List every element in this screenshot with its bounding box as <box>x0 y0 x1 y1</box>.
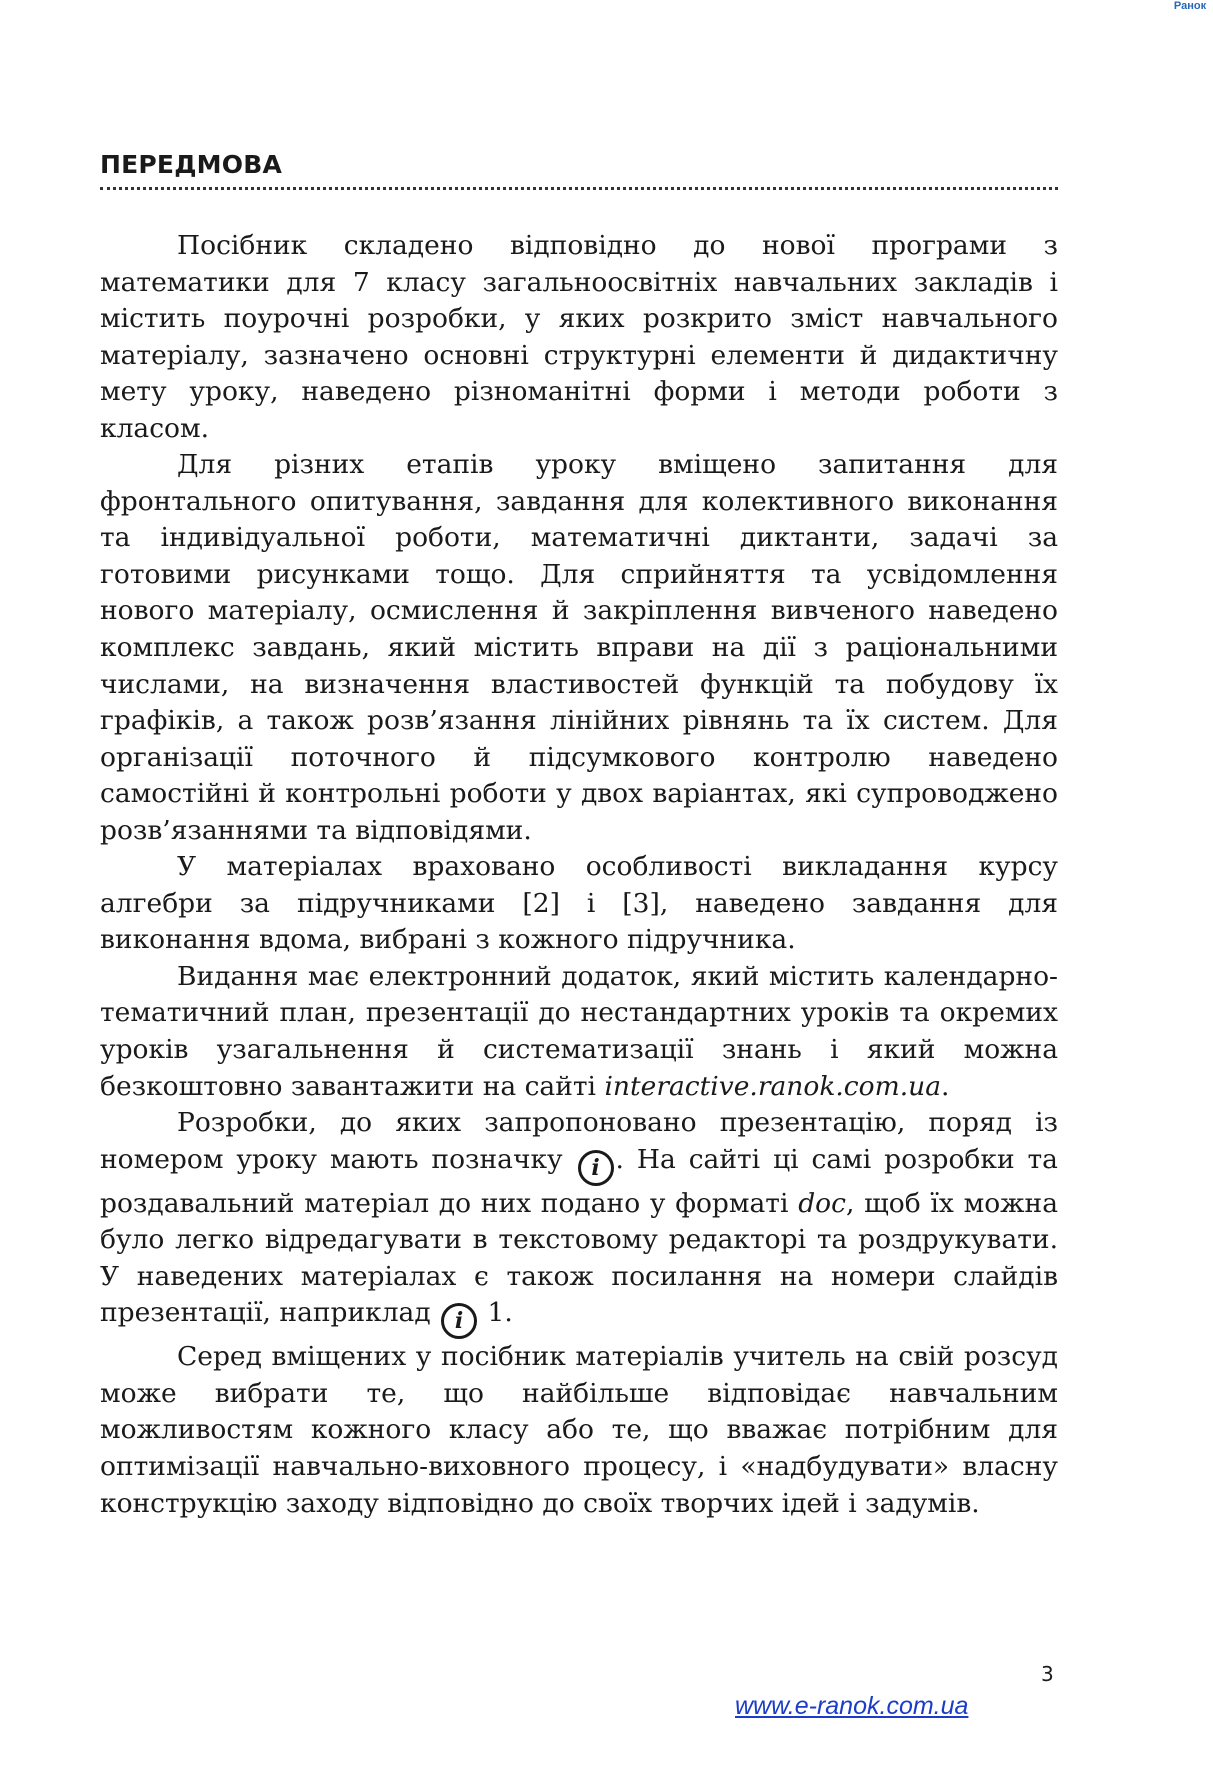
heading-dotted-rule <box>100 187 1058 190</box>
paragraph-6: Серед вміщених у посібник матеріалів учитель на свій розсуд може вибрати те, що найбільше відповідає навчальним можливостям кожного класу або те, що вважає потрібним для оптимізації навчально-виховного процесу, і «надбудувати» власну конструкцію заходу відповідно до своїх творчих ідей і задумів. <box>100 1341 1058 1519</box>
paragraph-5-end: 1. <box>479 1297 513 1329</box>
paragraph-5-text: Розробки, до яких запропоновано презентацію, поряд із номером уроку мають позначку <box>100 1107 1058 1175</box>
paragraph-5 <box>100 1105 1058 1339</box>
info-icon: i <box>441 1303 477 1339</box>
paragraph-4-end: . <box>941 1070 950 1102</box>
info-icon: i <box>578 1150 614 1186</box>
page-number: 3 <box>1041 1662 1054 1686</box>
publisher-logo <box>1171 0 1209 14</box>
paragraph-4 <box>100 959 1058 1105</box>
paragraph-3: У матеріалах враховано особливості викладання курсу алгебри за підручниками [2] і [3], наведено завдання для виконання вдома, вибрані з кожного підручника. <box>100 851 1058 956</box>
file-format: doc <box>798 1187 846 1219</box>
paragraph-5-text-2: . На сайті ці самі розробки та роздавальний матеріал до них подано у форматі <box>100 1143 1058 1219</box>
site-address: interactive.ranok.com.ua <box>604 1070 942 1102</box>
section-heading: ПЕРЕДМОВА <box>100 150 283 179</box>
paragraph-4-text: Видання має електронний додаток, який містить календарно-тематичний план, презентації до нестандартних уроків та окремих уроків узагальнення й систематизації знань і який можна безкоштовно завантажити на сайті <box>100 960 1058 1102</box>
preface-body <box>100 228 1058 1522</box>
footer-website-link[interactable]: www.e-ranok.com.ua <box>735 1692 969 1720</box>
paragraph-2: Для різних етапів уроку вміщено запитання для фронтального опитування, завдання для колективного виконання та індивідуальної роботи, математичні диктанти, задачі за готовими рисунками тощо. Для сприйняття та усвідомлення нового матеріалу, осмислення й закріплення вивченого наведено комплекс завдань, який містить вправи на дії з раціональними числами, на визначення властивостей функцій та побудову їх графіків, а також розв’язання лінійних рівнянь та їх систем. Для організації поточного й підсумкового контролю наведено самостійні й контрольні роботи у двох варіантах, які супроводжено розв’язаннями та відповідями. <box>100 449 1058 846</box>
paragraph-5-text-3: , щоб їх можна було легко відредагувати в текстовому редакторі та роздрукувати. У наведених матеріалах є також посилання на номери слайдів презентації, наприклад <box>100 1187 1059 1329</box>
publisher-logo-text: Ранок <box>1173 0 1207 12</box>
paragraph-1: Посібник складено відповідно до нової програми з математики для 7 класу загальноосвітніх навчальних закладів і містить поурочні розробки, у яких розкрито зміст навчального матеріалу, зазначено основні структурні елементи й дидактичну мету уроку, наведено різноманітні форми і методи роботи з класом. <box>100 230 1058 444</box>
